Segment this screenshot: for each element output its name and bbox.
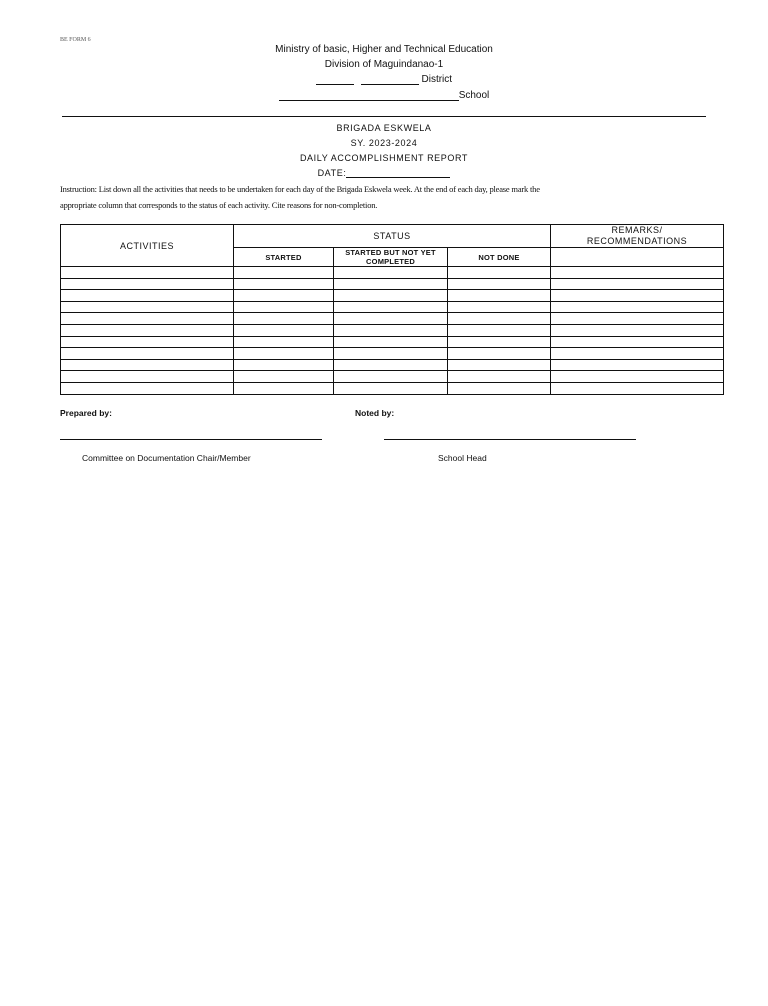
activity-cell[interactable] [61, 267, 234, 279]
started-cell[interactable] [234, 267, 334, 279]
table-row [61, 313, 724, 325]
program-title: BRIGADA ESKWELA [336, 123, 432, 133]
activity-cell[interactable] [61, 278, 234, 290]
school-line [0, 90, 768, 101]
remarks-subheader [551, 248, 724, 267]
started-cell[interactable] [234, 382, 334, 394]
started-cell[interactable] [234, 301, 334, 313]
remarks-header-line-1: REMARKS/ [611, 225, 663, 235]
district-label: District [421, 74, 453, 85]
table-row [61, 371, 724, 383]
district-blank-1[interactable] [316, 74, 354, 85]
remarks-cell[interactable] [551, 371, 724, 383]
noted-by-label: Noted by: [355, 408, 395, 418]
not-done-cell[interactable] [448, 313, 551, 325]
started-not-completed-cell[interactable] [334, 359, 448, 371]
preparer-role: Committee on Documentation Chair/Member [82, 453, 251, 463]
school-blank[interactable] [279, 90, 459, 101]
table-row [61, 382, 724, 394]
remarks-cell[interactable] [551, 278, 724, 290]
activity-cell[interactable] [61, 359, 234, 371]
not-done-cell[interactable] [448, 371, 551, 383]
table-row [61, 336, 724, 348]
started-not-completed-cell[interactable] [334, 336, 448, 348]
activities-header: ACTIVITIES [61, 225, 234, 267]
remarks-cell[interactable] [551, 359, 724, 371]
remarks-cell[interactable] [551, 336, 724, 348]
table-row [61, 290, 724, 302]
table-row [61, 301, 724, 313]
not-done-cell[interactable] [448, 278, 551, 290]
date-line [0, 168, 768, 178]
not-done-cell[interactable] [448, 382, 551, 394]
started-cell[interactable] [234, 371, 334, 383]
started-not-completed-cell[interactable] [334, 371, 448, 383]
started-not-completed-cell[interactable] [334, 348, 448, 360]
table-body [61, 267, 724, 395]
table-row [61, 267, 724, 279]
school-year: SY. 2023-2024 [350, 138, 418, 148]
started-not-completed-line-2: COMPLETED [366, 257, 415, 266]
started-not-completed-cell[interactable] [334, 313, 448, 325]
not-done-cell[interactable] [448, 348, 551, 360]
district-line [0, 74, 768, 85]
instruction-line-2: appropriate column that corresponds to the status of each activity. Cite reasons for non-completion. [60, 200, 378, 210]
remarks-cell[interactable] [551, 301, 724, 313]
school-label: School [458, 90, 490, 101]
activity-cell[interactable] [61, 382, 234, 394]
prepared-by-label: Prepared by: [60, 408, 112, 418]
not-done-cell[interactable] [448, 301, 551, 313]
remarks-header [551, 225, 724, 248]
remarks-cell[interactable] [551, 313, 724, 325]
started-cell[interactable] [234, 336, 334, 348]
activity-cell[interactable] [61, 313, 234, 325]
activity-cell[interactable] [61, 336, 234, 348]
activity-cell[interactable] [61, 371, 234, 383]
started-not-completed-cell[interactable] [334, 301, 448, 313]
remarks-header-line-2: RECOMMENDATIONS [586, 236, 688, 246]
not-done-cell[interactable] [448, 359, 551, 371]
remarks-cell[interactable] [551, 324, 724, 336]
preparer-signature-line[interactable] [60, 439, 322, 440]
started-cell[interactable] [234, 324, 334, 336]
not-done-cell[interactable] [448, 324, 551, 336]
started-not-completed-cell[interactable] [334, 290, 448, 302]
not-done-cell[interactable] [448, 336, 551, 348]
activity-cell[interactable] [61, 324, 234, 336]
started-not-completed-cell[interactable] [334, 278, 448, 290]
table-row [61, 324, 724, 336]
started-cell[interactable] [234, 348, 334, 360]
started-not-completed-header [334, 248, 448, 267]
started-cell[interactable] [234, 313, 334, 325]
started-not-completed-cell[interactable] [334, 382, 448, 394]
division-heading: Division of Maguindanao-1 [324, 59, 444, 70]
table-row [61, 278, 724, 290]
status-header: STATUS [234, 225, 551, 248]
started-not-completed-cell[interactable] [334, 267, 448, 279]
remarks-cell[interactable] [551, 382, 724, 394]
date-label: DATE: [317, 168, 347, 178]
started-cell[interactable] [234, 290, 334, 302]
noter-role: School Head [438, 453, 487, 463]
table-row [61, 348, 724, 360]
started-cell[interactable] [234, 278, 334, 290]
remarks-cell[interactable] [551, 290, 724, 302]
instructions [60, 181, 620, 213]
header-divider [62, 116, 706, 117]
form-code: BE FORM 6 [60, 37, 91, 43]
started-not-completed-line-1: STARTED BUT NOT YET [345, 248, 436, 257]
date-blank[interactable] [346, 168, 450, 178]
activity-cell[interactable] [61, 348, 234, 360]
district-blank-2[interactable] [361, 74, 419, 85]
noter-signature-line[interactable] [384, 439, 636, 440]
started-not-completed-cell[interactable] [334, 324, 448, 336]
instruction-line-1: Instruction: List down all the activities that needs to be undertaken for each day of the Brigada Eskwela week. At the end of each day, please mark the [60, 184, 540, 194]
not-done-cell[interactable] [448, 267, 551, 279]
report-title: DAILY ACCOMPLISHMENT REPORT [299, 153, 469, 163]
started-cell[interactable] [234, 359, 334, 371]
accomplishment-table [60, 224, 724, 395]
activity-cell[interactable] [61, 301, 234, 313]
table-row [61, 359, 724, 371]
activity-cell[interactable] [61, 290, 234, 302]
started-header: STARTED [234, 248, 334, 267]
not-done-header: NOT DONE [448, 248, 551, 267]
remarks-cell[interactable] [551, 267, 724, 279]
ministry-heading: Ministry of basic, Higher and Technical Education [275, 44, 493, 55]
remarks-cell[interactable] [551, 348, 724, 360]
not-done-cell[interactable] [448, 290, 551, 302]
